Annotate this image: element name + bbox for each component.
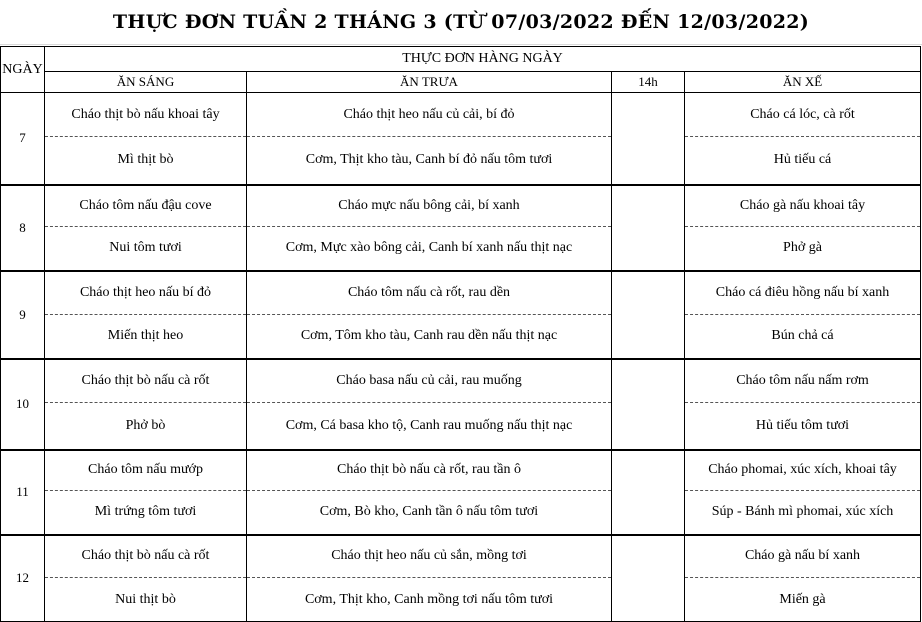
cell-sang: Nui thịt bò — [45, 578, 247, 622]
cell-trua: Cơm, Thịt kho, Canh mồng tơi nấu tôm tươi — [247, 578, 612, 622]
cell-trua: Cháo thịt heo nấu củ cải, bí đỏ — [247, 93, 612, 137]
menu-row — [1, 137, 921, 185]
cell-sang: Nui tôm tươi — [45, 227, 247, 271]
menu-row — [1, 535, 921, 578]
menu-row — [1, 578, 921, 622]
cell-xe: Cháo tôm nấu nấm rơm — [685, 359, 921, 403]
weekly-menu-table — [0, 46, 921, 622]
cell-h14 — [612, 450, 685, 491]
cell-trua: Cháo basa nấu củ cải, rau muống — [247, 359, 612, 403]
cell-sang: Cháo tôm nấu mướp — [45, 450, 247, 491]
cell-xe: Cháo phomai, xúc xích, khoai tây — [685, 450, 921, 491]
cell-xe: Miến gà — [685, 578, 921, 622]
cell-sang: Mì trứng tôm tươi — [45, 491, 247, 535]
header-ngay: NGÀY — [1, 47, 45, 93]
cell-trua: Cháo thịt bò nấu cà rốt, rau tần ô — [247, 450, 612, 491]
menu-title: THỰC ĐƠN TUẦN 2 THÁNG 3 (TỪ 07/03/2022 ĐẾN 12/03/2022) — [112, 11, 810, 33]
menu-row — [1, 450, 921, 491]
cell-h14 — [612, 315, 685, 359]
cell-xe: Phở gà — [685, 227, 921, 271]
cell-xe: Cháo gà nấu khoai tây — [685, 185, 921, 227]
cell-sang: Miến thịt heo — [45, 315, 247, 359]
cell-h14 — [612, 491, 685, 535]
cell-h14 — [612, 93, 685, 137]
day-number: 12 — [1, 535, 45, 622]
cell-sang: Cháo thịt heo nấu bí đỏ — [45, 271, 247, 315]
cell-sang: Cháo thịt bò nấu khoai tây — [45, 93, 247, 137]
menu-row — [1, 185, 921, 227]
cell-sang: Mì thịt bò — [45, 137, 247, 185]
header-an-trua: ĂN TRƯA — [247, 72, 612, 93]
cell-xe: Cháo cá điêu hồng nấu bí xanh — [685, 271, 921, 315]
day-number: 10 — [1, 359, 45, 450]
day-number: 8 — [1, 185, 45, 271]
header-row-2 — [1, 72, 921, 93]
cell-sang: Phở bò — [45, 403, 247, 450]
cell-trua: Cháo mực nấu bông cải, bí xanh — [247, 185, 612, 227]
cell-trua: Cháo tôm nấu cà rốt, rau dền — [247, 271, 612, 315]
cell-xe: Cháo gà nấu bí xanh — [685, 535, 921, 578]
cell-trua: Cơm, Cá basa kho tộ, Canh rau muống nấu thịt nạc — [247, 403, 612, 450]
cell-sang: Cháo thịt bò nấu cà rốt — [45, 359, 247, 403]
cell-trua: Cơm, Tôm kho tàu, Canh rau dền nấu thịt nạc — [247, 315, 612, 359]
header-an-xe: ĂN XẾ — [685, 72, 921, 93]
cell-sang: Cháo tôm nấu đậu cove — [45, 185, 247, 227]
day-number: 7 — [1, 93, 45, 185]
cell-h14 — [612, 185, 685, 227]
cell-trua: Cháo thịt heo nấu củ sắn, mồng tơi — [247, 535, 612, 578]
menu-row — [1, 227, 921, 271]
cell-h14 — [612, 535, 685, 578]
day-number: 9 — [1, 271, 45, 359]
header-row-1 — [1, 47, 921, 72]
header-an-sang: ĂN SÁNG — [45, 72, 247, 93]
menu-row — [1, 271, 921, 315]
cell-xe: Cháo cá lóc, cà rốt — [685, 93, 921, 137]
cell-sang: Cháo thịt bò nấu cà rốt — [45, 535, 247, 578]
day-number: 11 — [1, 450, 45, 535]
cell-trua: Cơm, Mực xào bông cải, Canh bí xanh nấu thịt nạc — [247, 227, 612, 271]
cell-h14 — [612, 578, 685, 622]
cell-xe: Bún chả cá — [685, 315, 921, 359]
cell-h14 — [612, 137, 685, 185]
cell-h14 — [612, 227, 685, 271]
cell-xe: Hủ tiếu tôm tươi — [685, 403, 921, 450]
cell-h14 — [612, 403, 685, 450]
menu-row — [1, 403, 921, 450]
cell-xe: Hủ tiếu cá — [685, 137, 921, 185]
menu-row — [1, 359, 921, 403]
header-group: THỰC ĐƠN HÀNG NGÀY — [45, 47, 921, 72]
cell-trua: Cơm, Thịt kho tàu, Canh bí đỏ nấu tôm tươi — [247, 137, 612, 185]
cell-h14 — [612, 359, 685, 403]
menu-row — [1, 315, 921, 359]
title-divider — [0, 44, 922, 45]
cell-h14 — [612, 271, 685, 315]
cell-xe: Súp - Bánh mì phomai, xúc xích — [685, 491, 921, 535]
header-14h: 14h — [612, 72, 685, 93]
cell-trua: Cơm, Bò kho, Canh tần ô nấu tôm tươi — [247, 491, 612, 535]
menu-row — [1, 93, 921, 137]
menu-row — [1, 491, 921, 535]
